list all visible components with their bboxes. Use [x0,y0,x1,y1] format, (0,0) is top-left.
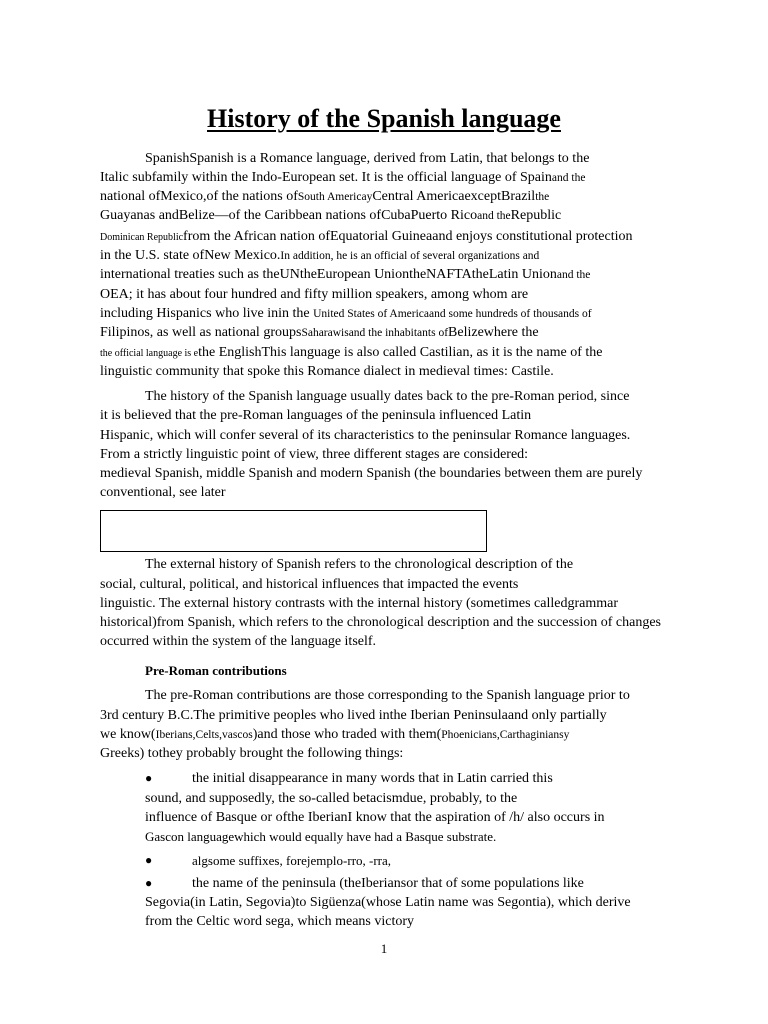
text-line: social, cultural, political, and historical influences that impacted the events [100,577,519,592]
bullet-icon: ● [145,853,153,867]
text-line: medieval Spanish, middle Spanish and modern Spanish (the boundaries between them are purely [100,466,643,481]
text-line: Guayanas andBelize—of the Caribbean nations ofCubaPuerto Ricoand theRepublic [100,208,562,223]
text-line: conventional, see later [100,485,226,500]
list-item-text: from the Celtic word sega, which means victory [145,914,415,929]
text-line: we know(Iberians,Celts,vascos)and those who traded with them(Phoenicians,Carthaginiansy [100,727,570,742]
text-line: occurred within the system of the language itself. [100,634,377,649]
text-line: national ofMexico,of the nations ofSouth AmericayCentral AmericaexceptBrazilthe [100,189,550,204]
list-item-text: algsome suffixes, forejemplo-rro, -rra, [192,853,392,868]
text-line: From a strictly linguistic point of view, three different stages are considered: [100,447,529,462]
text-line: it is believed that the pre-Roman languages of the peninsula influenced Latin [100,408,532,423]
text-line: Filipinos, as well as national groupsSaharawisand the inhabitants ofBelizewhere the [100,325,539,340]
text-line: OEA; it has about four hundred and fifty million speakers, among whom are [100,287,529,302]
text-line: linguistic. The external history contrasts with the internal history (sometimes calledgrammar [100,596,618,611]
text-line: The pre-Roman contributions are those corresponding to the Spanish language prior to [145,688,630,703]
text-line: the official language is ethe EnglishThis language is also called Castilian, as it is the name of the [100,345,603,360]
text-line: The external history of Spanish refers to the chronological description of the [145,557,574,572]
section-heading: Pre-Roman contributions [145,663,287,678]
text-line: linguistic community that spoke this Romance dialect in medieval times: Castile. [100,364,554,379]
bullet-icon: ● [145,771,153,785]
document-title: History of the Spanish language [207,104,561,133]
text-line: international treaties such as theUNtheEuropean UniontheNAFTAtheLatin Unionand the [100,267,591,282]
text-line: including Hispanics who live inin the United States of Americaand some hundreds of thousands of [100,306,592,321]
text-line: 3rd century B.C.The primitive peoples who lived inthe Iberian Peninsulaand only partially [100,708,607,723]
text-line: Dominican Republicfrom the African nation ofEquatorial Guineaand enjoys constitutional protection [100,229,633,244]
list-item-text: sound, and supposedly, the so-called betacismdue, probably, to the [145,791,518,806]
text-line: Italic subfamily within the Indo-European set. It is the official language of Spainand the [100,170,586,185]
list-item-text: influence of Basque or ofthe IberianI know that the aspiration of /h/ also occurs in [145,810,605,825]
list-item-text: Segovia(in Latin, Segovia)to Sigüenza(whose Latin name was Segontia), which derive [145,895,631,910]
text-line: in the U.S. state ofNew Mexico.In addition, he is an official of several organizations and [100,248,540,263]
list-item-text: Gascon languagewhich would equally have had a Basque substrate. [145,829,497,844]
list-item-text: the name of the peninsula (theIberiansor that of some populations like [192,876,584,891]
text-line: historical)from Spanish, which refers to the chronological description and the succession of changes [100,615,662,630]
page-number: 1 [380,941,388,956]
text-line: The history of the Spanish language usually dates back to the pre-Roman period, since [145,389,630,404]
empty-text-box [100,510,487,552]
text-line: SpanishSpanish is a Romance language, derived from Latin, that belongs to the [145,151,590,166]
list-item-text: the initial disappearance in many words that in Latin carried this [192,771,553,786]
text-line: Hispanic, which will confer several of its characteristics to the peninsular Romance languages. [100,428,631,443]
bullet-icon: ● [145,876,153,890]
text-line: Greeks) tothey probably brought the following things: [100,746,404,761]
